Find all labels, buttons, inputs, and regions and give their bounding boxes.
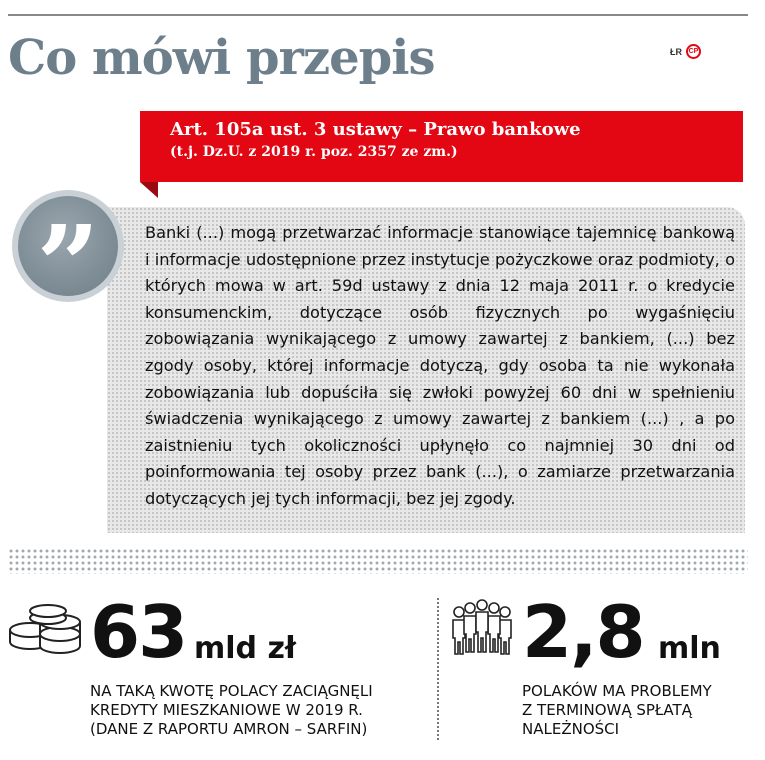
stat-number-debtors: 2,8	[522, 590, 644, 674]
stat-unit-debtors: mln	[658, 631, 721, 666]
people-icon	[450, 598, 514, 656]
stat-number-loans: 63	[90, 590, 187, 674]
dotted-separator	[8, 548, 748, 574]
quote-text: Banki (...) mogą przetwarzać informacje stanowiące tajemnicę bankową i informacje udostępnione przez instytucje pożyczkowe oraz podmioty, o których mowa w art. 59d ustawy z dnia 12 maja 2011 r. o kredycie konsumenckim, dotyczące osób fizycznych po wygaśnięciu zobowiązania wynikającego z umowy zawartej z bankiem, (...) bez zgody osoby, której informacje dotyczą, gdy osoba ta nie wykonała zobowiązania lub dopuściła się zwłoki powyżej 60 dni w spełnieniu świadczenia wynikającego z umowy zawartej z bankiem (...) , a po zaistnieniu tych okoliczności upłynęło co najmniej 30 dni od poinformowania tej osoby przez bank (...), o zamiarze przetwarzania dotyczących jej tych informacji, bez jej zgody.	[145, 223, 735, 508]
stat-caption-debtors	[522, 682, 712, 739]
logo-letter: CP	[688, 48, 699, 55]
credit	[670, 44, 701, 59]
caption-line: NA TAKĄ KWOTĘ POLACY ZACIĄGNĘLI	[90, 682, 373, 700]
top-rule	[8, 14, 748, 16]
caption-line: POLAKÓW MA PROBLEMY	[522, 682, 712, 700]
article-banner	[140, 111, 743, 182]
stat-caption-loans	[90, 682, 373, 739]
logo-icon	[686, 44, 701, 59]
stat-debtors	[450, 592, 750, 752]
stat-unit-loans: mld zł	[194, 631, 297, 666]
stat-loans	[8, 592, 428, 752]
page-title: Co mówi przepis	[8, 30, 435, 86]
quote-mark: ”	[36, 201, 100, 330]
stat-divider	[437, 598, 439, 740]
caption-line: KREDYTY MIESZKANIOWE W 2019 R.	[90, 701, 363, 719]
banner-fold	[140, 182, 158, 198]
banner-title: Art. 105a ust. 3 ustawy – Prawo bankowe	[170, 119, 581, 140]
quote-mark-icon	[18, 196, 118, 330]
coins-icon	[8, 602, 84, 658]
author-credit: ŁR	[670, 46, 682, 57]
caption-line: (DANE Z RAPORTU AMRON – SARFIN)	[90, 720, 368, 738]
banner-subtitle: (t.j. Dz.U. z 2019 r. poz. 2357 ze zm.)	[170, 144, 458, 160]
caption-line: NALEŻNOŚCI	[522, 720, 620, 738]
caption-line: Z TERMINOWĄ SPŁATĄ	[522, 701, 692, 719]
